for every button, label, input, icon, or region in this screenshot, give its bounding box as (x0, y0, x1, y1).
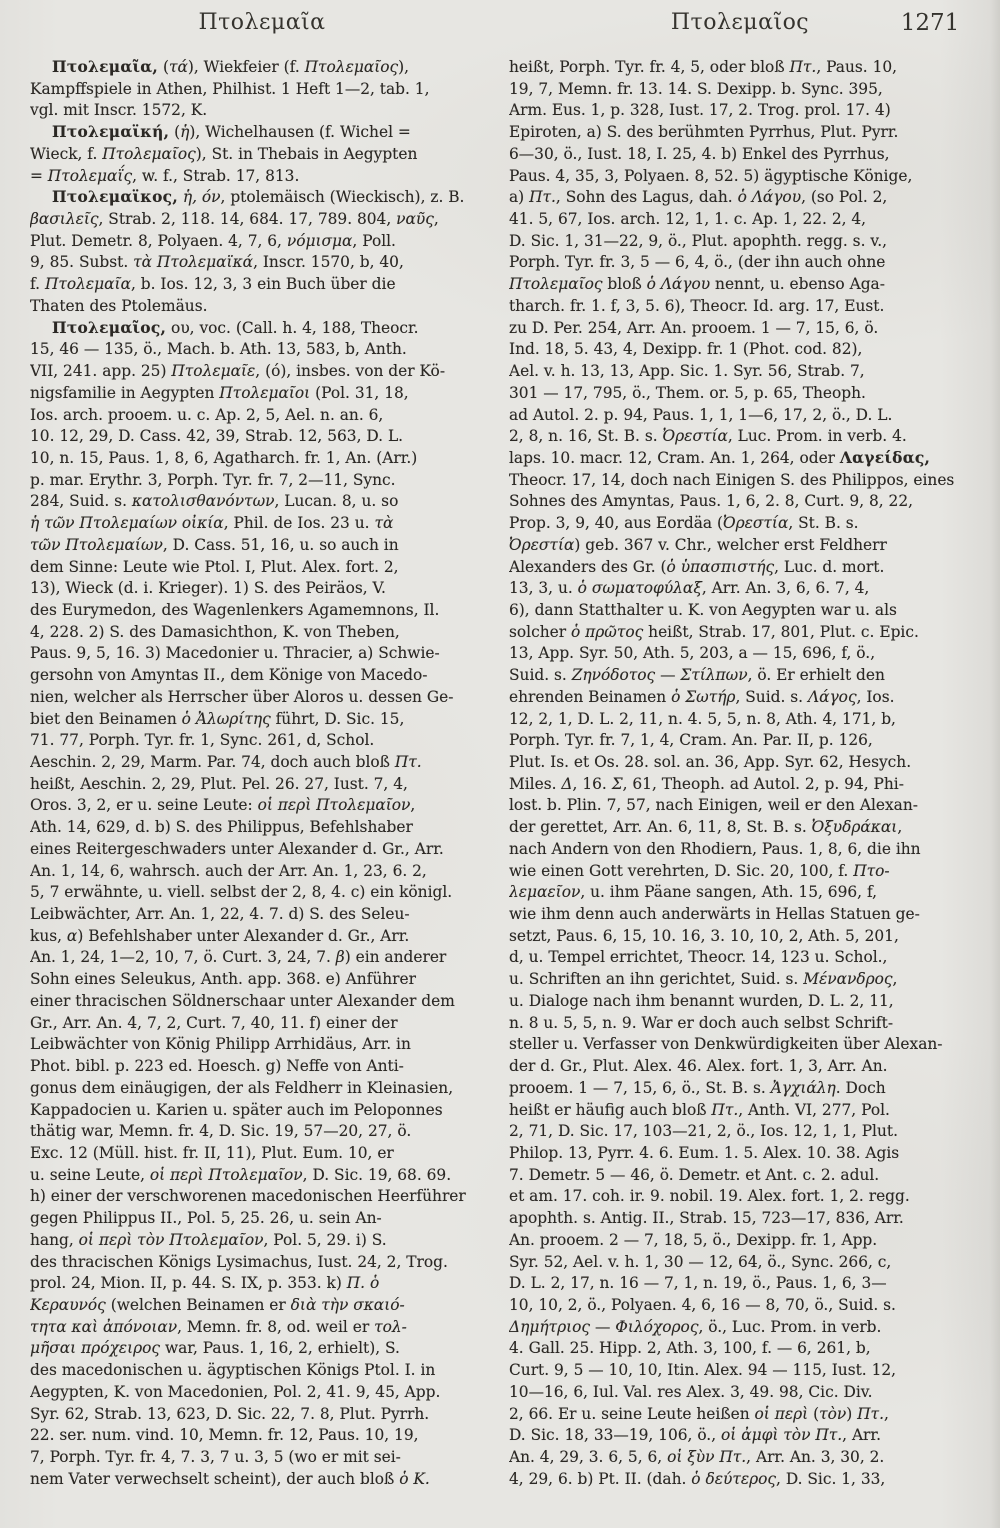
text-line: heißt er häufig auch bloß Πτ., Anth. VI, 277, Pol. (509, 1100, 890, 1119)
text-line: Porph. Tyr. fr. 3, 5 — 6, 4, ö., (der ihn auch ohne (509, 253, 886, 272)
text-line: Leibwächter von König Philipp Arrhidäus, Arr. in (30, 1035, 411, 1054)
text-line: der gerettet, Arr. An. 6, 11, 8, St. B. s. Ὀξυδράκαι, (509, 818, 903, 837)
text-line: Epiroten, a) S. des berühmten Pyrrhus, Plut. Pyrr. (509, 123, 899, 142)
text-line: Aeschin. 2, 29, Marm. Par. 74, doch auch bloß Πτ. (30, 753, 422, 771)
text-line: nach Andern von den Rhodiern, Paus. 1, 8, 6, die ihn (509, 839, 921, 858)
text-line: Sohnes des Amyntas, Paus. 1, 6, 2. 8, Curt. 9, 8, 22, (509, 492, 914, 511)
text-line: lost. b. Plin. 7, 57, nach Einigen, weil er den Alexan- (509, 796, 918, 815)
text-line: 13, App. Syr. 50, Ath. 5, 203, a — 15, 696, f, ö., (509, 644, 876, 663)
text-line: Leibwächter, Arr. An. 1, 22, 4. 7. d) S. des Seleu- (30, 905, 410, 924)
text-line: Arm. Eus. 1, p. 328, Iust. 17, 2. Trog. prol. 17. 4) (509, 101, 891, 120)
text-line: hang, οἱ περὶ τὸν Πτολεμαῖον, Pol. 5, 29. i) S. (30, 1230, 387, 1249)
text-line: 10—16, 6, Iul. Val. res Alex. 3, 49. 98, Cic. Div. (509, 1382, 873, 1401)
text-line: μῆσαι πρόχειρος war, Paus. 1, 16, 2, erhielt), S. (30, 1339, 400, 1358)
text-line: gonus dem einäugigen, der als Feldherr in Kleinasien, (30, 1078, 454, 1097)
text-line: Ind. 18, 5. 43, 4, Dexipp. fr. 1 (Phot. cod. 82), (509, 340, 863, 359)
text-line: 2, 8, n. 16, St. B. s. Ὀρεστία, Luc. Prom. in verb. 4. (509, 427, 907, 446)
text-line: 4, 29, 6. b) Pt. II. (dah. ὁ δεύτερος, D. Sic. 1, 33, (509, 1469, 886, 1488)
text-line: 2, 71, D. Sic. 17, 103—21, 2, ö., Ios. 12, 1, 1, Plut. (509, 1122, 898, 1141)
text-line: d, u. Tempel errichtet, Theocr. 14, 123 u. Schol., (509, 948, 888, 967)
text-line: 15, 46 — 135, ö., Mach. b. Ath. 13, 583, b, Anth. (30, 340, 407, 359)
text-line: τητα καὶ ἀπόνοιαν, Memn. fr. 8, od. weil er τολ- (30, 1317, 407, 1336)
text-line: a) Πτ., Sohn des Lagus, dah. ὁ Λάγου, (so Pol. 2, (509, 188, 888, 207)
text-line: prooem. 1 — 7, 15, 6, ö., St. B. s. Ἀγχιάλη. Doch (509, 1078, 886, 1097)
text-line: ad Autol. 2. p. 94, Paus. 1, 1, 1—6, 17, 2, ö., D. L. (509, 405, 893, 424)
text-line: des thracischen Königs Lysimachus, Iust. 24, 2, Trog. (30, 1252, 448, 1271)
text-line: nien, welcher als Herrscher über Aloros u. dessen Ge- (30, 687, 454, 706)
text-line: D. Sic. 18, 33—19, 106, ö., οἱ ἀμφὶ τὸν Πτ., Arr. (509, 1426, 881, 1445)
text-line: 2, 66. Er u. seine Leute heißen οἱ περὶ (τὸν) Πτ., (509, 1404, 889, 1423)
text-line: nigsfamilie in Aegypten Πτολεμαῖοι (Pol. 31, 18, (30, 383, 409, 402)
text-line: der d. Gr., Plut. Alex. 46. Alex. fort. 1, 3, Arr. An. (509, 1057, 888, 1076)
text-line: 5, 7 erwähnte, u. viell. selbst der 2, 8, 4. c) ein königl. (30, 883, 453, 902)
text-line: Suid. s. Ζηνόδοτος — Στίλπων, ö. Er erhielt den (509, 666, 885, 685)
text-line: 22. ser. num. vind. 10, Memn. fr. 12, Paus. 10, 19, (30, 1426, 419, 1445)
text-line: An. 1, 14, 6, wahrsch. auch der Arr. An. 1, 23, 6. 2, (30, 861, 427, 880)
text-line: steller u. Verfasser von Denkwürdigkeiten über Alexan- (509, 1035, 943, 1054)
text-line: τῶν Πτολεμαίων, D. Cass. 51, 16, u. so auch in (30, 535, 399, 554)
text-line: eines Reitergeschwaders unter Alexander d. Gr., Arr. (30, 839, 444, 858)
text-line: 12, 2, 1, D. L. 2, 11, n. 4. 5, 5, n. 8, Ath. 4, 171, b, (509, 709, 896, 728)
text-line: Prop. 3, 9, 40, aus Eordäa (Ὀρεστία, St. B. s. (509, 514, 859, 533)
text-line: gegen Philippus II., Pol. 5, 25. 26, u. sein An- (30, 1209, 382, 1228)
text-line: u. Schriften an ihn gerichtet, Suid. s. Μένανδρος, (509, 970, 898, 989)
text-line: Phot. bibl. p. 223 ed. Hoesch. g) Neffe von Anti- (30, 1057, 404, 1076)
text-line: Gr., Arr. An. 4, 7, 2, Curt. 7, 40, 11. f) einer der (30, 1013, 398, 1032)
text-line: ἡ τῶν Πτολεμαίων οἰκία, Phil. de Ios. 23 u. τὰ (30, 514, 394, 533)
text-line: Plut. Demetr. 8, Polyaen. 4, 7, 6, νόμισμα, Poll. (30, 231, 396, 250)
text-line: des Eurymedon, des Wagenlenkers Agamemnons, Il. (30, 600, 440, 619)
text-line: 7. Demetr. 5 — 46, ö. Demetr. et Ant. c. 2. adul. (509, 1165, 880, 1184)
text-line: λεμαεῖον, u. ihm Päane sangen, Ath. 15, 696, f, (509, 883, 877, 902)
running-head-right: Πτολεμαῖος (670, 10, 810, 35)
text-line: Δημήτριος — Φιλόχορος, ö., Luc. Prom. in verb. (509, 1317, 882, 1336)
text-line: An. 4, 29, 3. 6, 5, 6, οἱ ξὺν Πτ., Arr. An. 3, 30, 2. (509, 1448, 885, 1466)
text-line: Thaten des Ptolemäus. (30, 296, 208, 315)
text-line: Πτολεμαῖος, ου, voc. (Call. h. 4, 188, Theocr. (52, 318, 419, 337)
text-line: Aegypten, K. von Macedonien, Pol. 2, 41. 9, 45, App. (30, 1382, 441, 1401)
text-line: 301 — 17, 795, ö., Them. or. 5, p. 65, Theoph. (509, 383, 866, 402)
text-line: Curt. 9, 5 — 10, 10, Itin. Alex. 94 — 115, Iust. 12, (509, 1361, 897, 1380)
text-line: gersohn von Amyntas II., dem Könige von Macedo- (30, 666, 428, 685)
page-number: 1271 (900, 10, 960, 36)
text-line: D. L. 2, 17, n. 16 — 7, 1, n. 19, ö., Paus. 1, 6, 3— (509, 1274, 887, 1293)
text-line: Philop. 13, Pyrr. 4. 6. Eum. 1. 5. Alex. 10. 38. Agis (509, 1143, 900, 1162)
text-line: 19, 7, Memn. fr. 13. 14. S. Dexipp. b. Sync. 395, (509, 79, 883, 98)
text-line: Ios. arch. prooem. u. c. Ap. 2, 5, Ael. n. an. 6, (30, 405, 384, 424)
text-line: Syr. 62, Strab. 13, 623, D. Sic. 22, 7. 8, Plut. Pyrrh. (30, 1404, 430, 1423)
right-column (509, 57, 991, 1490)
text-line: thätig war, Memn. fr. 4, D. Sic. 19, 57—20, 27, ö. (30, 1122, 412, 1141)
text-line: Paus. 4, 35, 3, Polyaen. 8, 52. 5) ägyptische Könige, (509, 166, 913, 185)
text-line: f. Πτολεμαῖα, b. Ios. 12, 3, 3 ein Buch über die (30, 275, 396, 294)
text-line: An. prooem. 2 — 7, 18, 5, ö., Dexipp. fr. 1, App. (509, 1230, 878, 1249)
text-line: apophth. s. Antig. II., Strab. 15, 723—17, 836, Arr. (509, 1209, 904, 1228)
left-column (30, 57, 500, 1490)
text-line: heißt, Aeschin. 2, 29, Plut. Pel. 26. 27, Iust. 7, 4, (30, 774, 408, 793)
text-line: 13, 3, u. ὁ σωματοφύλαξ, Arr. An. 3, 6, 6. 7, 4, (509, 579, 870, 598)
text-line: solcher ὁ πρῶτος heißt, Strab. 17, 801, Plut. c. Epic. (509, 622, 919, 641)
text-line: h) einer der verschworenen macedonischen Heerführer (30, 1187, 466, 1206)
text-line: 10, n. 15, Paus. 1, 8, 6, Agatharch. fr. 1, An. (Arr.) (30, 448, 418, 467)
text-line: ehrenden Beinamen ὁ Σωτήρ, Suid. s. Λάγος, Ios. (509, 687, 895, 706)
text-line: D. Sic. 1, 31—22, 9, ö., Plut. apophth. regg. s. v., (509, 231, 888, 250)
text-line: 71. 77, Porph. Tyr. fr. 1, Sync. 261, d, Schol. (30, 731, 375, 750)
page-header (0, 10, 1000, 46)
text-line: An. 1, 24, 1—2, 10, 7, ö. Curt. 3, 24, 7. β) ein anderer (30, 948, 447, 967)
text-line: Πτολεμαῖα, (τά), Wiekfeier (f. Πτολεμαῖος), (52, 58, 410, 76)
text-line: 13), Wieck (d. i. Krieger). 1) S. des Peiräos, V. (30, 579, 386, 598)
text-line: des macedonischen u. ägyptischen Königs Ptol. I. in (30, 1361, 436, 1380)
text-line: nem Vater verwechselt scheint), der auch bloß ὁ Κ. (30, 1469, 430, 1488)
text-line: wie ihm denn auch anderwärts in Hellas Statuen ge- (509, 905, 920, 924)
text-line: Πτολεμαϊκος, ἡ, όν, ptolemäisch (Wieckisch), z. B. (52, 188, 465, 207)
text-line: n. 8 u. 5, 5, n. 9. War er doch auch selbst Schrift- (509, 1013, 894, 1032)
text-line: 284, Suid. s. κατολισθανόντων, Lucan. 8, u. so (30, 492, 399, 511)
text-line: 6), dann Statthalter u. K. von Aegypten war u. als (509, 600, 897, 619)
text-line: Alexanders des Gr. (ὁ ὑπασπιστής, Luc. d. mort. (509, 557, 885, 576)
text-line: Wieck, f. Πτολεμαῖος), St. in Thebais in Aegypten (30, 144, 418, 163)
text-line: Kampffspiele in Athen, Philhist. 1 Heft 1—2, tab. 1, (30, 79, 430, 98)
text-line: Kappadocien u. Karien u. später auch im Peloponnes (30, 1100, 443, 1119)
text-line: vgl. mit Inscr. 1572, K. (30, 101, 208, 120)
text-line: 9, 85. Subst. τὰ Πτολεμαϊκά, Inscr. 1570, b, 40, (30, 253, 404, 272)
text-line: Oros. 3, 2, er u. seine Leute: οἱ περὶ Πτολεμαῖον, (30, 796, 416, 815)
text-line: = Πτολεμαΐς, w. f., Strab. 17, 813. (30, 166, 300, 185)
text-line: 10. 12, 29, D. Cass. 42, 39, Strab. 12, 563, D. L. (30, 427, 404, 446)
text-line: Paus. 9, 5, 16. 3) Macedonier u. Thracier, a) Schwie- (30, 644, 440, 663)
text-line: setzt, Paus. 6, 15, 10. 16, 3. 10, 10, 2, Ath. 5, 201, (509, 926, 899, 945)
text-line: wie einen Gott verehrten, D. Sic. 20, 100, f. Πτο- (509, 861, 890, 880)
text-line: VII, 241. app. 25) Πτολεμαῖε, (ό), insbes. von der Kö- (30, 362, 446, 381)
text-line: 4, 228. 2) S. des Damasichthon, K. von Theben, (30, 622, 400, 641)
text-line: heißt, Porph. Tyr. fr. 4, 5, oder bloß Πτ., Paus. 10, (509, 58, 898, 76)
text-line: Πτολεμαῖος bloß ὁ Λάγου nennt, u. ebenso Aga- (509, 275, 885, 294)
text-line: Sohn eines Seleukus, Anth. app. 368. e) Anführer (30, 970, 416, 989)
text-line: einer thracischen Söldnerschaar unter Alexander dem (30, 991, 455, 1010)
text-line: u. seine Leute, οἱ περὶ Πτολεμαῖον, D. Sic. 19, 68. 69. (30, 1165, 452, 1184)
text-line: Miles. Δ, 16. Σ, 61, Theoph. ad Autol. 2, p. 94, Phi- (509, 774, 904, 793)
text-line: tharch. fr. 1. f, 3, 5. 6), Theocr. Id. arg. 17, Eust. (509, 296, 885, 315)
text-line: 10, 10, 2, ö., Polyaen. 4, 6, 16 — 8, 70, ö., Suid. s. (509, 1295, 896, 1314)
text-line: p. mar. Erythr. 3, Porph. Tyr. fr. 7, 2—11, Sync. (30, 470, 396, 489)
running-head-left: Πτολεμαῖα (198, 10, 326, 35)
text-line: Theocr. 17, 14, doch nach Einigen S. des Philippos, eines (509, 470, 955, 489)
text-line: Plut. Is. et Os. 28. sol. an. 36, App. Syr. 62, Hesych. (509, 753, 912, 771)
text-line: Ath. 14, 629, d. b) S. des Philippus, Befehlshaber (30, 818, 413, 837)
text-line: 41. 5, 67, Ios. arch. 12, 1, 1. c. Ap. 1, 22. 2, 4, (509, 210, 867, 229)
text-line: Exc. 12 (Müll. hist. fr. II, 11), Plut. Eum. 10, er (30, 1143, 394, 1162)
text-line: dem Sinne: Leute wie Ptol. I, Plut. Alex. fort. 2, (30, 557, 399, 576)
text-line: Ael. v. h. 13, 13, App. Sic. 1. Syr. 56, Strab. 7, (509, 362, 865, 381)
text-line: kus, α) Befehlshaber unter Alexander d. Gr., Arr. (30, 926, 410, 945)
text-line: zu D. Per. 254, Arr. An. prooem. 1 — 7, 15, 6, ö. (509, 318, 879, 337)
text-line: βασιλεῖς, Strab. 2, 118. 14, 684. 17, 789. 804, ναῦς, (30, 210, 439, 229)
text-line: Ὀρεστία) geb. 367 v. Chr., welcher erst Feldherr (509, 535, 887, 554)
text-line: biet den Beinamen ὁ Ἀλωρίτης führt, D. Sic. 15, (30, 709, 405, 728)
text-line: laps. 10. macr. 12, Cram. An. 1, 264, oder Λαγείδας, (509, 448, 931, 467)
text-line: 4. Gall. 25. Hipp. 2, Ath. 3, 100, f. — 6, 261, b, (509, 1339, 871, 1358)
text-line: Porph. Tyr. fr. 7, 1, 4, Cram. An. Par. II, p. 126, (509, 731, 873, 750)
text-line: prol. 24, Mion. II, p. 44. S. IX, p. 353. k) Π. ὁ (30, 1274, 380, 1293)
text-line: Syr. 52, Ael. v. h. 1, 30 — 12, 64, ö., Sync. 266, c, (509, 1252, 892, 1271)
text-line: Πτολεμαϊκή, (ἡ), Wichelhausen (f. Wichel = (52, 123, 411, 142)
text-line: et am. 17. coh. ir. 9. nobil. 19. Alex. fort. 1, 2. regg. (509, 1187, 910, 1206)
text-line: 6—30, ö., Iust. 18, I. 25, 4. b) Enkel des Pyrrhus, (509, 144, 890, 163)
text-line: 7, Porph. Tyr. fr. 4, 7. 3, 7 u. 3, 5 (wo er mit sei- (30, 1448, 401, 1466)
text-line: u. Dialoge nach ihm benannt wurden, D. L. 2, 11, (509, 991, 894, 1010)
text-line: Κεραυνός (welchen Beinamen er διὰ τὴν σκαιό- (30, 1295, 405, 1314)
